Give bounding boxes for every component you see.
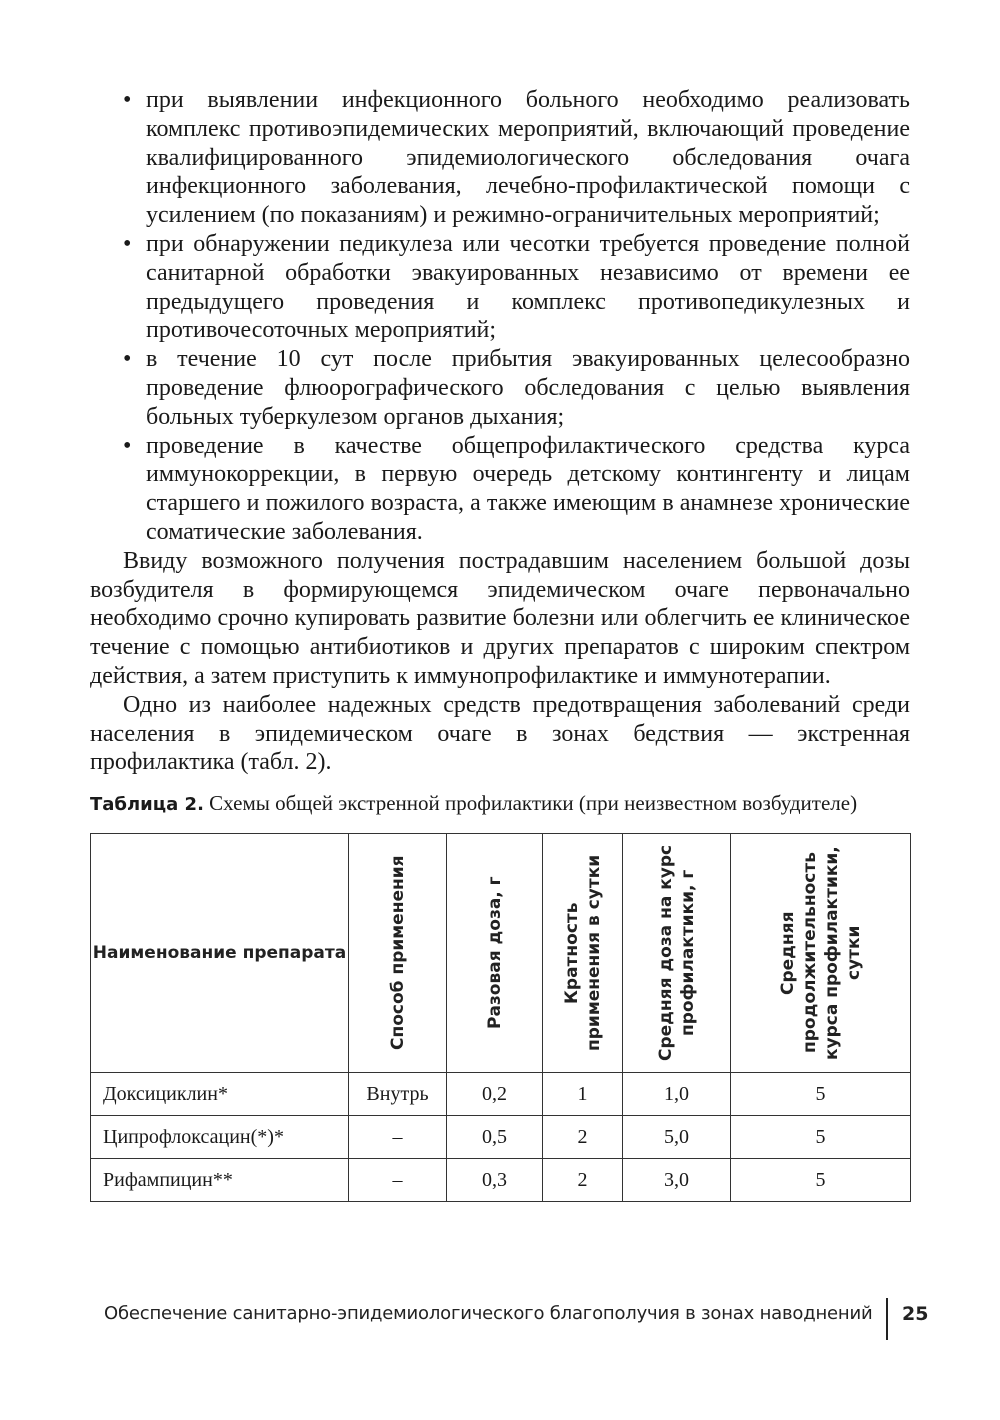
table-cell: 0,2 xyxy=(447,1073,543,1116)
running-footer-title: Обеспечение санитарно-эпидемиологического благополучия в зонах наводнений xyxy=(104,1303,873,1324)
table-cell: 3,0 xyxy=(623,1159,731,1202)
table-cell: 5 xyxy=(731,1116,911,1159)
table-cell: 1 xyxy=(543,1073,623,1116)
column-header xyxy=(731,834,911,1073)
column-header-label: Наименование препарата xyxy=(92,943,347,964)
bullet-list xyxy=(90,86,910,547)
table-row xyxy=(91,1073,911,1116)
table-cell: 5 xyxy=(731,1159,911,1202)
bullet-icon: • xyxy=(123,432,132,459)
column-header-label: Кратность применения в сутки xyxy=(561,855,604,1052)
column-header-label: Способ применения xyxy=(387,855,408,1051)
prophylaxis-table xyxy=(90,833,911,1202)
list-item-text: при выявлении инфекционного больного необходимо реализовать комплекс противоэпидемических мероприятий, включающий проведение квалифицированного эпидемиологического обследования очага инфекционного заболевания, лечебно-профилактической помощи с усилением (по показаниям) и режимно-ограничительных мероприятий; xyxy=(146,87,910,229)
column-header xyxy=(349,834,447,1073)
table-cell: Доксициклин* xyxy=(91,1073,349,1116)
bullet-icon: • xyxy=(123,230,132,257)
table-cell: 5 xyxy=(731,1073,911,1116)
list-item-text: при обнаружении педикулеза или чесотки требуется проведение полной санитарной обработки эвакуированных независимо от времени ее предыдущего проведения и комплекс противопедикулезных и противочесоточных мероприятий; xyxy=(146,230,910,344)
table-cell: Рифампицин** xyxy=(91,1159,349,1202)
column-header xyxy=(91,834,349,1073)
paragraph: Одно из наиболее надежных средств предотвращения заболеваний среди населения в эпидемическом очаге в зонах бедствия — экстренная профилактика (табл. 2). xyxy=(90,691,910,776)
page-number: 25 xyxy=(902,1303,929,1325)
paragraph: Ввиду возможного получения пострадавшим населением большой дозы возбудителя в формирующемся эпидемическом очаге первоначально необходимо срочно купировать развитие болезни или облегчить ее клиническое течение с помощью антибиотиков и других препаратов с широким спектром действия, а затем приступить к иммунопрофилактике и иммунотерапии. xyxy=(90,547,910,689)
table-cell: 2 xyxy=(543,1116,623,1159)
table-cell: – xyxy=(349,1159,447,1202)
table-cell: 2 xyxy=(543,1159,623,1202)
table-header-row xyxy=(91,834,911,1073)
table-cell: 5,0 xyxy=(623,1116,731,1159)
table-caption-text: Схемы общей экстренной профилактики (при неизвестном возбудителе) xyxy=(203,791,858,816)
list-item-text: в течение 10 сут после прибытия эвакуированных целесообразно проведение флюорографического обследования с целью выявления больных туберкулезом органов дыхания; xyxy=(146,346,910,430)
table-row xyxy=(91,1159,911,1202)
column-header-label: Средняя доза на курс профилактики, г xyxy=(655,845,698,1062)
column-header xyxy=(543,834,623,1073)
table-cell: – xyxy=(349,1116,447,1159)
list-item xyxy=(90,432,910,547)
list-item-text: проведение в качестве общепрофилактического средства курса иммунокоррекции, в первую очередь детскому контингенту и лицам старшего и пожилого возраста, а также имеющим в анамнезе хронические соматические заболевания. xyxy=(146,432,910,545)
page-footer xyxy=(90,1298,929,1338)
table-row xyxy=(91,1116,911,1159)
column-header-label: Разовая доза, г xyxy=(484,876,505,1030)
table-cell: 0,5 xyxy=(447,1116,543,1159)
column-header-label: Средняя продолжительность курса профилактики, сутки xyxy=(777,846,864,1061)
column-header xyxy=(623,834,731,1073)
table-cell: Ципрофлоксацин(*)* xyxy=(91,1116,349,1159)
bullet-icon: • xyxy=(123,346,132,373)
table-cell: 1,0 xyxy=(623,1073,731,1116)
table-caption xyxy=(90,791,910,817)
footer-divider xyxy=(886,1298,888,1340)
table-caption-label: Таблица 2. xyxy=(90,794,204,816)
list-item xyxy=(90,86,910,230)
column-header xyxy=(447,834,543,1073)
bullet-icon: • xyxy=(123,87,132,113)
table-cell: 0,3 xyxy=(447,1159,543,1202)
list-item xyxy=(90,230,910,345)
page-content xyxy=(90,86,910,1202)
table-cell: Внутрь xyxy=(349,1073,447,1116)
list-item xyxy=(90,345,910,431)
